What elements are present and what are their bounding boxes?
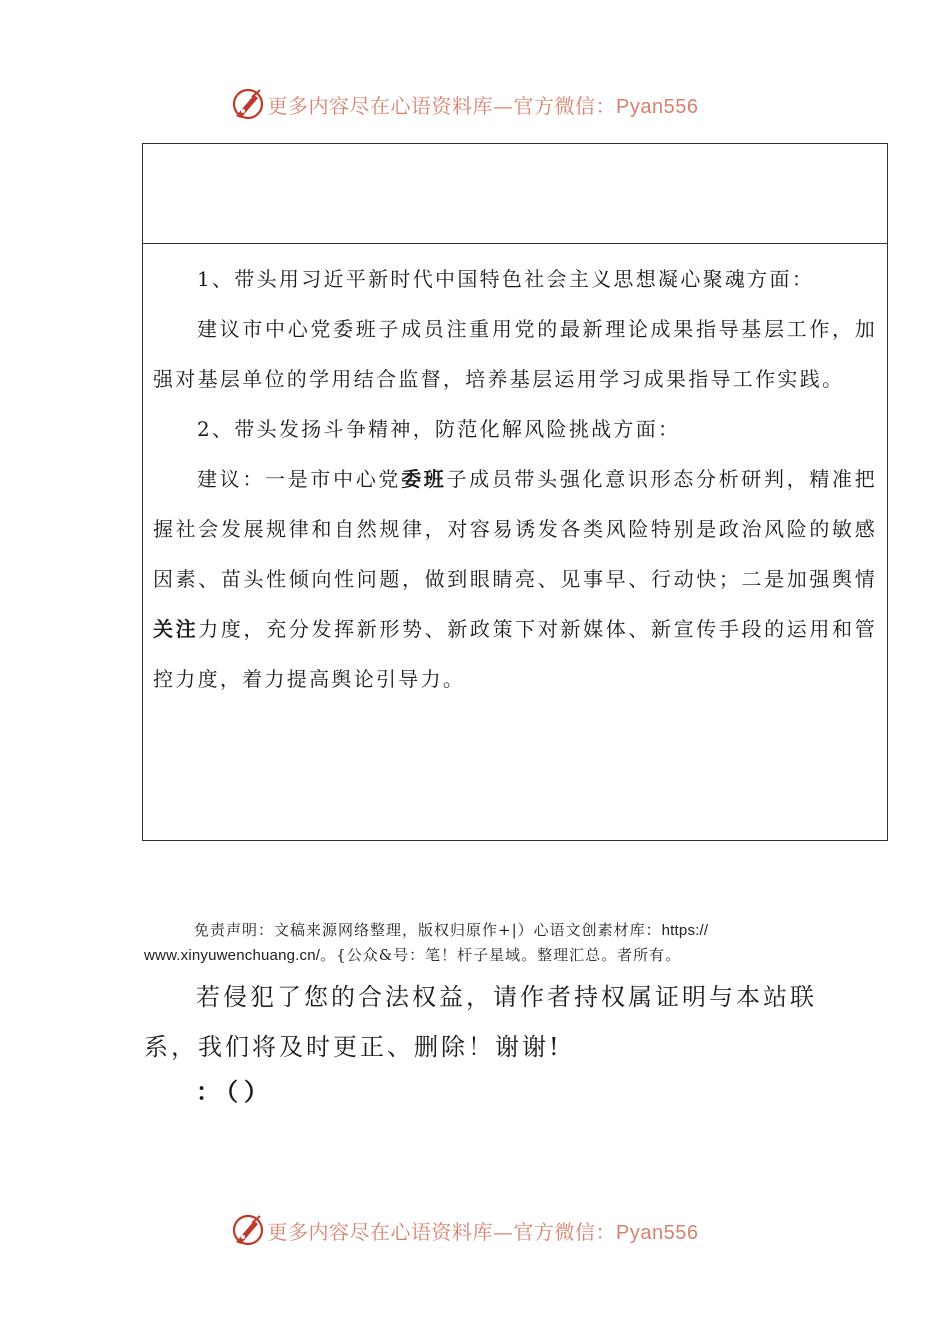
disclaimer-line-2: www.xinyuwenchuang.cn/。{公众&号：笔！杆子星域。整理汇总。者所有。 — [144, 946, 682, 964]
banner-text: 更多内容尽在心语资料库—官方微信：Pyan556 — [267, 1219, 699, 1244]
punctuation-marks: ：（） — [196, 1078, 274, 1106]
paragraph-suggestion-1: 建议市中心党委班子成员注重用党的最新理论成果指导基层工作，加强对基层单位的学用结合监督，培养基层运用学习成果指导工作实践。 — [153, 317, 877, 391]
header-banner — [0, 84, 950, 124]
table-content-cell — [143, 244, 887, 704]
footer-banner — [0, 1210, 950, 1250]
paragraph-suggestion-2: 建议：一是市中心党委班子成员带头强化意识形态分析研判，精准把握社会发展规律和自然规律，对容易诱发各类风险特别是政治风险的敏感因素、苗头性倾向性问题，做到眼睛亮、见事早、行动快；二是加强舆情关注力度，充分发挥新形势、新政策下对新媒体、新宣传手段的运用和管控力度，着力提高舆论引导力。 — [153, 467, 878, 691]
empty-table-row — [143, 144, 887, 244]
disclaimer-line-1: 免责声明：文稿来源网络整理，版权归原作+|）心语文创素材库：https:// — [194, 921, 709, 939]
content-table — [142, 143, 888, 841]
paragraph-item-1: 1、带头用习近平新时代中国特色社会主义思想凝心聚魂方面： — [197, 267, 815, 291]
notice-line-2: 系，我们将及时更正、删除！谢谢! — [144, 1033, 562, 1061]
paragraph-item-2: 2、带头发扬斗争精神，防范化解风险挑战方面： — [197, 417, 681, 441]
notice-line-1: 若侵犯了您的合法权益，请作者持权属证明与本站联 — [196, 983, 817, 1011]
disclaimer — [144, 918, 824, 968]
pen-logo-icon — [230, 1212, 266, 1248]
copyright-notice — [144, 972, 834, 1072]
banner-text: 更多内容尽在心语资料库—官方微信：Pyan556 — [267, 93, 699, 118]
pen-logo-icon — [230, 86, 266, 122]
